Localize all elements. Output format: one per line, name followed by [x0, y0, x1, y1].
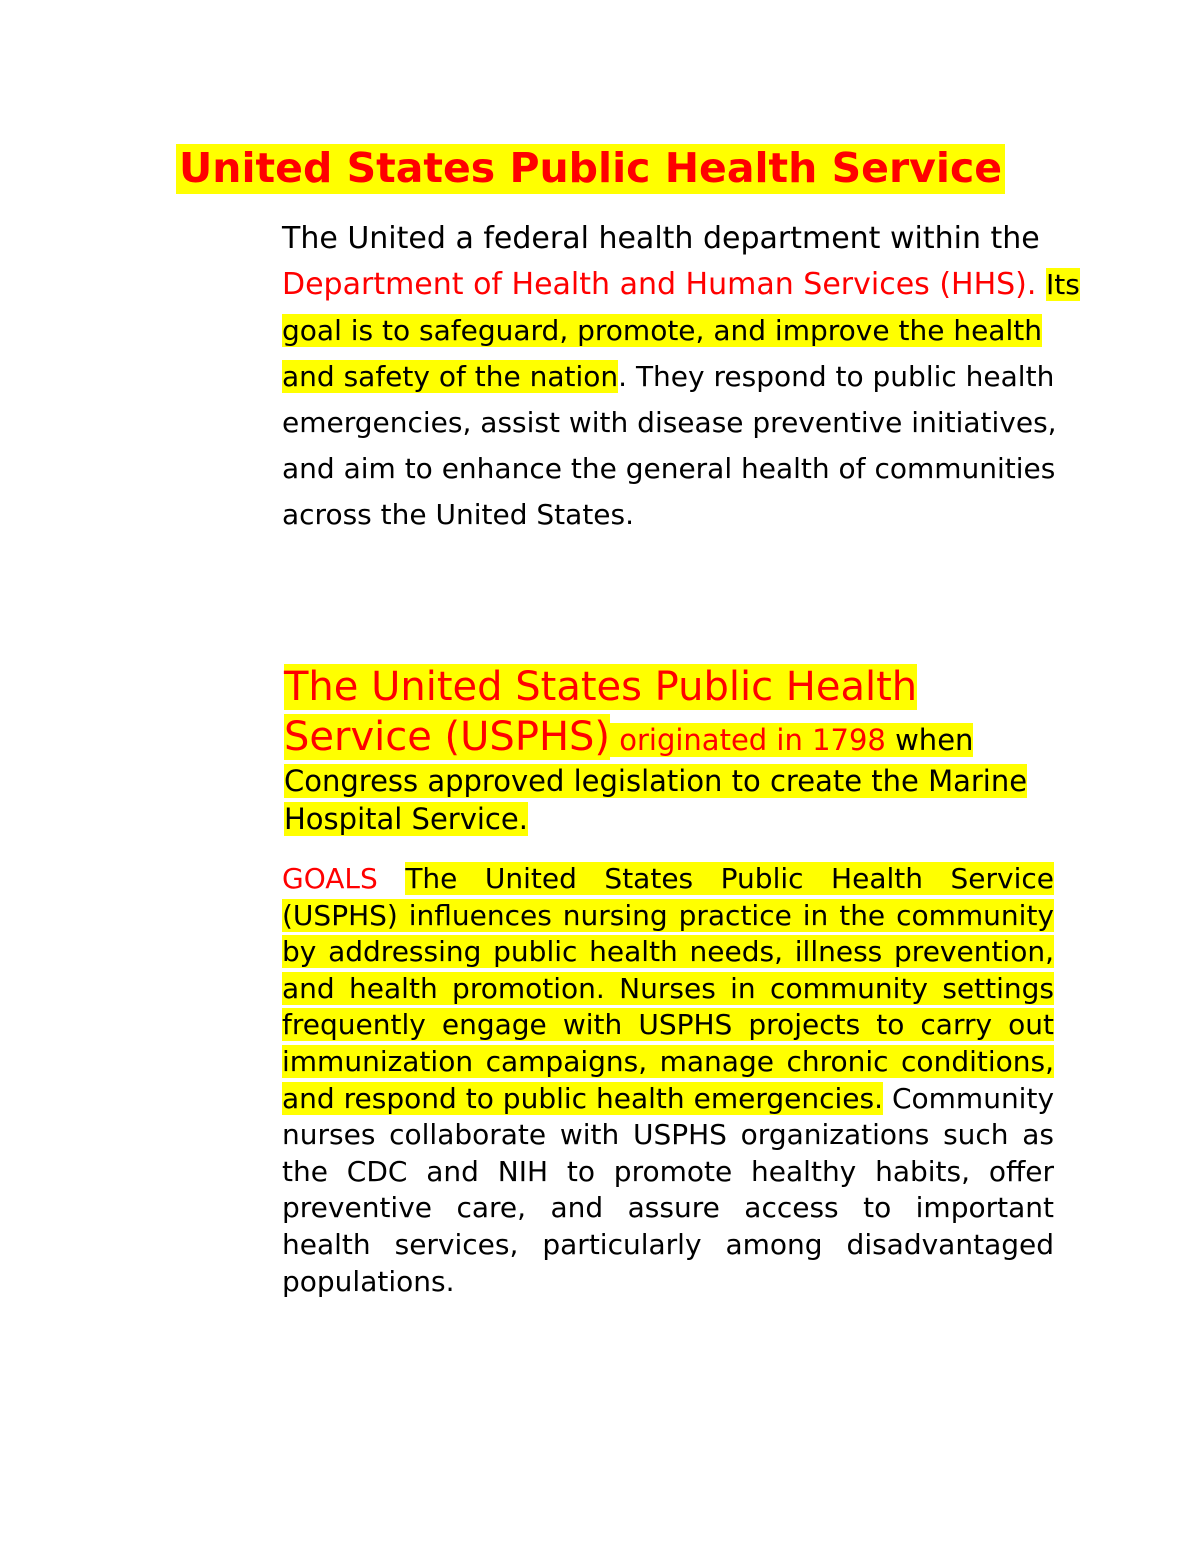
intro-text: The United a federal health department within the	[282, 221, 1040, 256]
goals-space	[378, 862, 406, 895]
goals-label: GOALS	[282, 862, 378, 895]
hhs-reference: Department of Health and Human Services (HHS).	[282, 267, 1037, 302]
intro-goal-highlight: Its goal is to safeguard, promote, and improve the health and safety of the nation	[282, 268, 1080, 393]
document-title	[176, 140, 1005, 197]
intro-paragraph	[282, 216, 1082, 538]
origin-heading: The United States Public Health Service (USPHS)	[284, 664, 918, 760]
goals-rest-text: Community nurses collaborate with USPHS organizations such as the CDC and NIH to promote healthy habits, offer preventive care, and assure access to important health services, particularly among disadvantaged populations.	[282, 1081, 1055, 1298]
intro-rest-text: . They respond to public health emergencies, assist with disease preventive initiatives, and aim to enhance the general health of communities across the United States.	[282, 360, 1057, 531]
intro-space	[1036, 267, 1046, 302]
goals-highlighted-text: The United States Public Health Service (USPHS) influences nursing practice in the community by addressing public health needs, illness prevention, and health promotion. Nurses in community settings frequently engage with USPHS projects to carry out immunization campaigns, manage chronic conditions, and respond to public health emergencies.	[282, 862, 1054, 1115]
origin-rest-text: when Congress approved legislation to create the Marine Hospital Service.	[284, 723, 1028, 836]
document-title-text: United States Public Health Service	[176, 144, 1005, 194]
origin-paragraph	[284, 662, 1074, 838]
origin-space	[610, 723, 619, 757]
origin-year: originated in 1798	[619, 723, 886, 757]
goals-paragraph	[282, 861, 1054, 1300]
